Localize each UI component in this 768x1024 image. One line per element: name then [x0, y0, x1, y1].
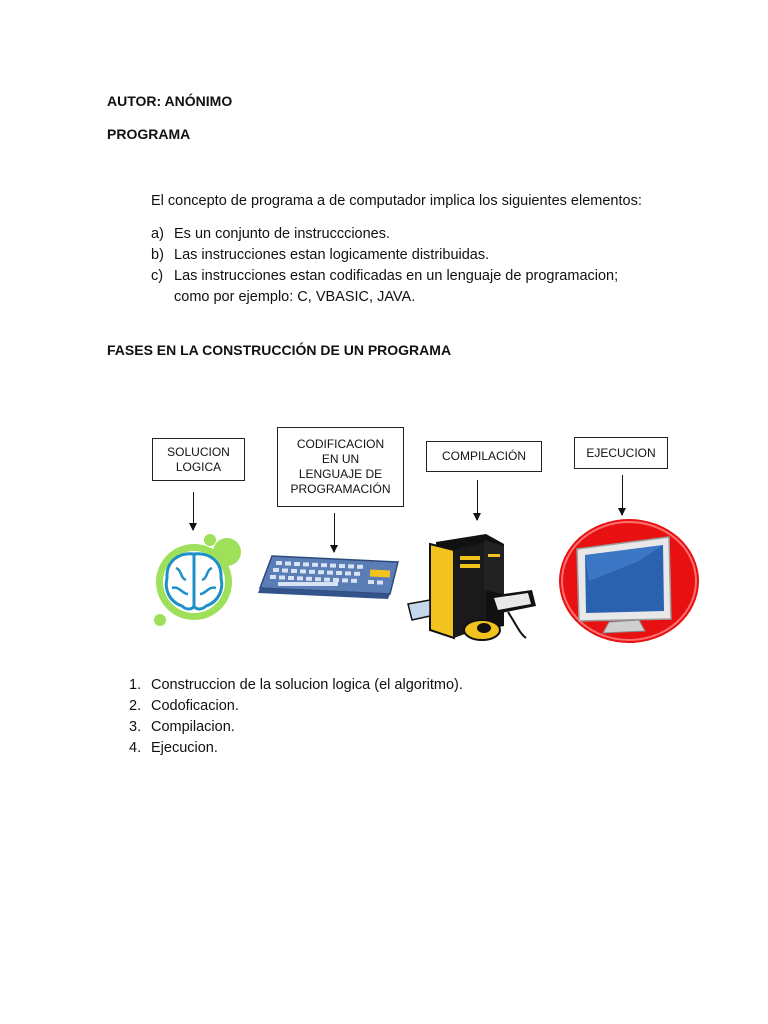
arrow-down [193, 492, 194, 530]
list-item-text: Las instrucciones estan logicamente distribuidas. [174, 247, 490, 263]
list-marker: 1. [129, 677, 142, 693]
list-marker: 3. [129, 719, 142, 735]
phase-box-line: PROGRAMACIÓN [290, 482, 391, 496]
list-item-text: como por ejemplo: C, VBASIC, JAVA. [174, 289, 416, 305]
list-item-text: Las instrucciones estan codificadas en un lenguaje de programacion; [174, 268, 619, 284]
phase-box-ejecucion [574, 437, 668, 469]
author-heading: AUTOR: ANÓNIMO [107, 93, 233, 109]
list-item-text: Compilacion. [151, 719, 235, 735]
phase-box-compilacion [426, 441, 542, 472]
phase-box-line: COMPILACIÓN [441, 449, 526, 463]
phase-box-line: LOGICA [175, 459, 222, 474]
phase-box-line: EJECUCION [586, 445, 656, 460]
list-marker: c) [151, 268, 164, 284]
phases-title: FASES EN LA CONSTRUCCIÓN DE UN PROGRAMA [107, 342, 452, 358]
phase-box-line: EN UN [321, 452, 360, 466]
section-title: PROGRAMA [107, 126, 191, 142]
list-item [129, 717, 235, 737]
list-item [151, 266, 618, 286]
list-item-text: Construccion de la solucion logica (el algoritmo). [151, 677, 463, 693]
keyboard-icon [258, 552, 403, 602]
arrow-down [477, 480, 478, 520]
list-marker: 4. [129, 740, 142, 756]
phase-box-solucion-logica [152, 438, 245, 481]
list-marker: a) [151, 226, 164, 242]
intro-text: El concepto de programa a de computador implica los siguientes elementos: [151, 193, 642, 209]
monitor-icon [559, 521, 699, 645]
list-item [129, 696, 239, 716]
computer-tower-icon [408, 534, 538, 650]
phase-box-line: CODIFICACION [296, 437, 385, 451]
list-item-text: Codoficacion. [151, 698, 239, 714]
phase-box-line: LENGUAJE DE [298, 467, 383, 481]
phase-box-codificacion [277, 427, 404, 507]
brain-icon [150, 532, 245, 627]
list-item-text: Ejecucion. [151, 740, 218, 756]
list-item [151, 224, 390, 244]
phase-box-line: SOLUCION [167, 444, 230, 459]
list-item [151, 245, 489, 265]
list-marker: 2. [129, 698, 142, 714]
list-item [129, 675, 463, 695]
arrow-down [622, 475, 623, 515]
arrow-down [334, 513, 335, 552]
list-item-text: Es un conjunto de instruccciones. [174, 226, 391, 242]
list-item [151, 287, 415, 307]
list-marker: b) [151, 247, 164, 263]
list-item [129, 738, 218, 758]
